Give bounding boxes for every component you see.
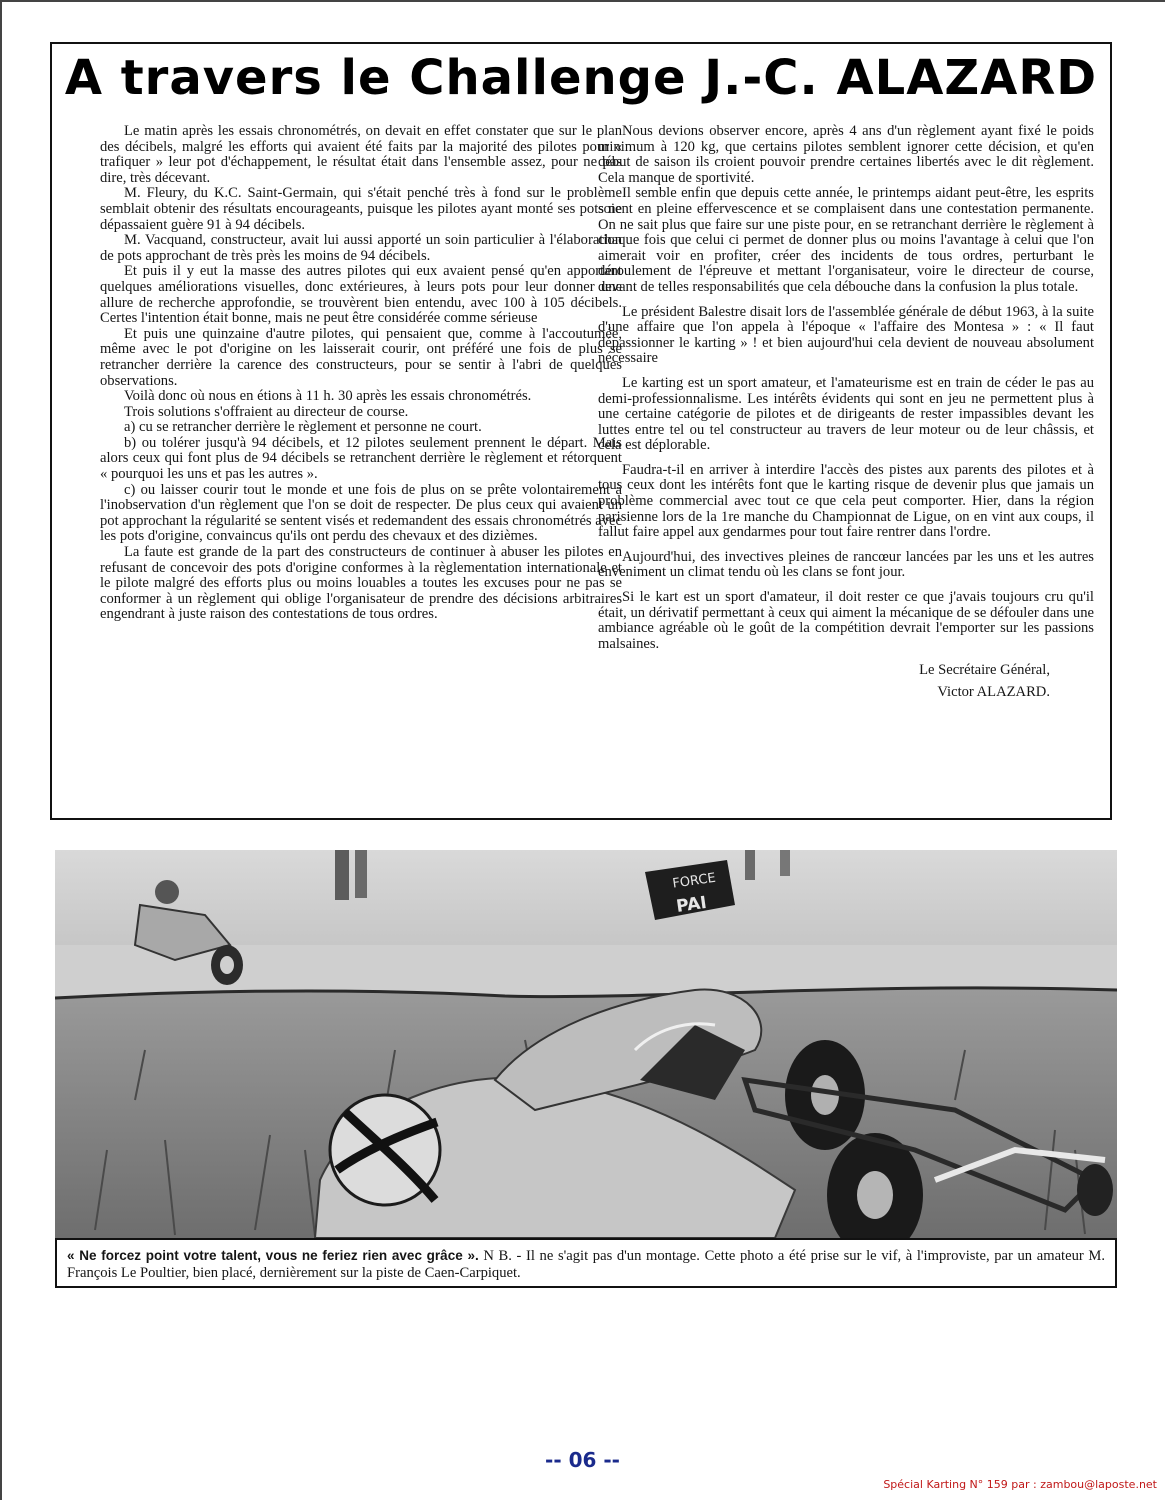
page-border-top bbox=[0, 0, 1165, 2]
paragraph: a) cu se retrancher derrière le règlement et personne ne court. bbox=[124, 419, 482, 436]
paragraph: M. Fleury, du K.C. Saint-Germain, qui s'était penché très à fond sur le problème semblait obtenir des résultats encourageants, puisque les pilotes ayant monté ses pots ne dépassaient guère 91 à 94 décibels. bbox=[100, 185, 622, 233]
signature-title: Le Secrétaire Général, bbox=[919, 662, 1050, 679]
article-box bbox=[50, 42, 1112, 820]
article-right-column bbox=[598, 124, 1094, 703]
paragraph: Et puis une quinzaine d'autre pilotes, qui pensaient que, comme à l'accoutumée, même avec le pot d'origine on les laisserait courir, ont préféré une fois de plus se retrancher derrière la carence des constructeurs, pour se sentir à l'abri de quelques observations. bbox=[100, 325, 622, 389]
paragraph: Faudra-t-il en arriver à interdire l'accès des pistes aux parents des pilotes et à tous ceux dont les intérêts font que le karting risque de devenir plus que jamais un problème commercial avec tout ce que cela peut comporter. Hier, dans la région parisienne lors de la 1re manche du Championnat de Ligue, on en vint aux coups, il fallut faire appel aux gendarmes pour tout faire rentrer dans l'ordre. bbox=[598, 461, 1094, 541]
article-left-column bbox=[100, 124, 622, 623]
paragraph: b) ou tolérer jusqu'à 94 décibels, et 12 pilotes seulement prennent le départ. Mais alors ceux qui font plus de 94 décibels se retranchent derrière le règlement et rétorquent « pourquoi les uns et pas les autres ». bbox=[100, 434, 622, 483]
kart-crash-photo bbox=[55, 850, 1117, 1238]
article-headline: A travers le Challenge J.-C. ALAZARD bbox=[64, 50, 1098, 106]
paragraph: Voilà donc où nous en étions à 11 h. 30 après les essais chronométrés. bbox=[124, 388, 532, 405]
page-number: -- 06 -- bbox=[545, 1448, 620, 1472]
paragraph: Si le kart est un sport d'amateur, il doit rester ce que j'avais toujours cru qu'il était, un dérivatif permettant à ceux qui aiment la mécanique de se défouler dans une ambiance agréable où le goût de la compétition devrait l'emporter sur les passions malsaines. bbox=[598, 589, 1094, 652]
svg-text:PAI: PAI bbox=[675, 892, 708, 917]
photo-caption bbox=[55, 1238, 1117, 1288]
paragraph: Le matin après les essais chronométrés, on devait en effet constater que sur le plan des décibels, malgré les efforts qui avaient été faits par la majorité des pilotes pour « trafiquer » leur pot d'échappement, le résultat était dans l'ensemble assez, pour ne pas dire, très décevant. bbox=[100, 123, 622, 186]
paragraph: Aujourd'hui, des invectives pleines de rancœur lancées par les uns et les autres enveniment un climat tendu où les clans se font jour. bbox=[598, 548, 1094, 581]
caption-text: N B. - Il ne s'agit pas d'un montage. Cette photo a été prise sur le vif, à l'improviste, par un amateur M. François Le Poultier, bien placé, dernièrement sur la piste de Caen-Carpiquet. bbox=[67, 1248, 1105, 1281]
paragraph: Nous devions observer encore, après 4 ans d'un règlement ayant fixé le poids minimum à 120 kg, que certains pilotes semblent ignorer cette décision, et qu'en début de saison ils croient pouvoir prendre certaines libertés avec le dit règlement. Cela manque de sportivité. bbox=[598, 123, 1094, 186]
signature-name: Victor ALAZARD. bbox=[937, 684, 1050, 701]
paragraph: Le président Balestre disait lors de l'assemblée générale de début 1963, à la suite d'une affaire que l'on appela à l'époque « l'affaire des Montesa » : « Il faut dépassionner le karting » ! et bien aujourd'hui cela devient de nouveau absolument nécessaire bbox=[598, 303, 1094, 367]
caption-quote: « Ne forcez point votre talent, vous ne feriez rien avec grâce ». bbox=[67, 1248, 479, 1263]
paragraph: Trois solutions s'offraient au directeur de course. bbox=[124, 403, 409, 420]
paragraph: Le karting est un sport amateur, et l'amateurisme est en train de céder le pas au demi-professionnalisme. Les intérêts évidents qui sont en jeu ne permettent plus à une certaine catégorie de pilotes et de dirigeants de rester impassibles devant les luttes entre tel ou tel constructeur au travers de leur moteur ou de leur châssis, et cela est déplorable. bbox=[598, 374, 1094, 454]
signature bbox=[598, 659, 1094, 703]
paragraph: La faute est grande de la part des constructeurs de continuer à abuser les pilotes en refusant de concevoir des pots d'origine conformes à la règlementation internationale et le pilote malgré des efforts plus ou moins louables a toutes les excuses pour ne pas se conformer à un règlement qui oblige l'organisateur de prendre des décisions arbitraires engendrant à juste raison des contestations de tous ordres. bbox=[100, 544, 622, 623]
svg-text:FORCE: FORCE bbox=[671, 870, 717, 892]
paragraph: c) ou laisser courir tout le monde et une fois de plus on se prête volontairement à l'inobservation d'un règlement que l'on se doit de respecter. De plus ceux qui avaient un pot approchant la régularité se sentent visés et redemandent des essais chronométrés avec les pots d'origine, convaincus qu'ils ont perdu des chevaux et des dizièmes. bbox=[100, 481, 622, 545]
paragraph: M. Vacquand, constructeur, avait lui aussi apporté un soin particulier à l'élaboration de pots approchant de très près les moins de 94 décibels. bbox=[100, 232, 622, 264]
page-border-left bbox=[0, 0, 2, 1500]
paragraph: Et puis il y eut la masse des autres pilotes qui eux avaient pensé qu'en apportant quelques améliorations visuelles, donc extérieures, à leurs pots pour leur donner une allure de recherche approfondie, se trouvèrent bien entendu, avec 100 à 105 décibels. Certes l'intention était bonne, mais ne peut être considérée comme sérieuse bbox=[100, 263, 622, 327]
paragraph: Il semble enfin que depuis cette année, le printemps aidant peut-être, les esprits soient en pleine effervescence et se complaisent dans une contestation permanente. On ne sait plus que faire sur une piste pour, en se retranchant derrière le règlement à chaque fois que celui ci permet de donner plus ou moins l'avantage à celui que l'on aimerait voir en profiter, créer des incidents de tous ordres, perturbant le déroulement de l'épreuve et mettant l'organisateur, voire le directeur de course, devant de telles responsabilités que cela débouche dans la confusion la plus totale. bbox=[598, 185, 1094, 295]
footer-credit: Spécial Karting N° 159 par : zambou@laposte.net bbox=[883, 1478, 1157, 1491]
